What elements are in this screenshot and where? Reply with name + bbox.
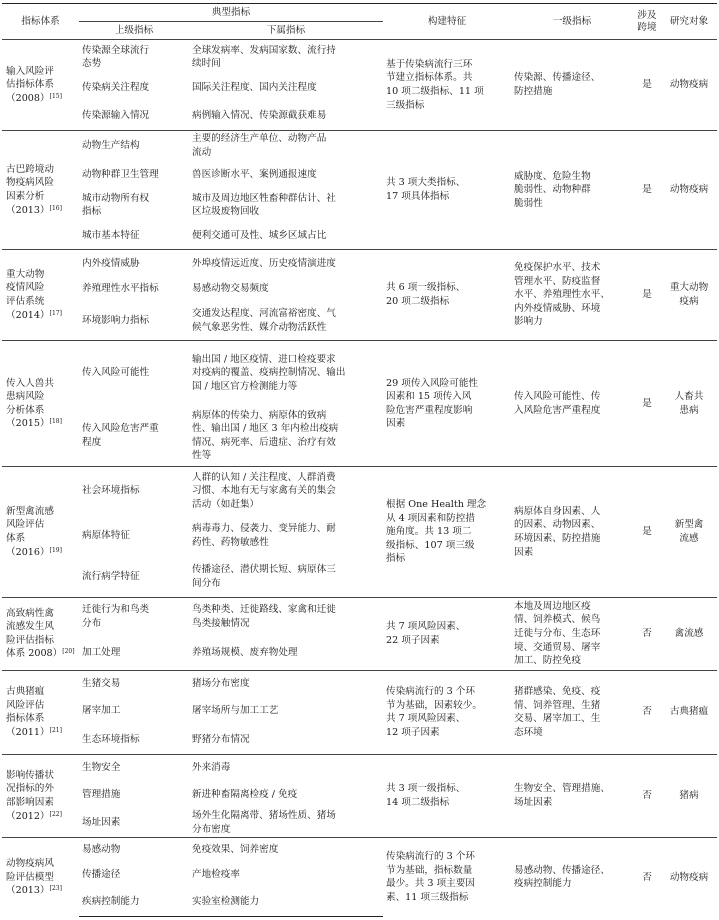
- upper-indicator: 迁徙行为和鸟类 分布: [79, 597, 189, 636]
- research-object: 禽流感: [661, 597, 717, 670]
- header-lower: 下属指标: [189, 22, 383, 40]
- table-body: [2, 40, 717, 917]
- lower-indicator: 外来消毒: [189, 754, 383, 781]
- reference-marker: [22]: [49, 810, 62, 818]
- system-cell: [2, 838, 79, 917]
- cross-border-flag: 是: [633, 249, 661, 340]
- header-object: 研究对象: [661, 4, 717, 40]
- system-name: 古巴跨境动 物疫病风险 因素分析 （2013）: [6, 163, 54, 216]
- upper-indicator: 城市基本特征: [82, 229, 140, 241]
- upper-indicator: 动物生产结构: [79, 131, 189, 161]
- cross-border-flag: 是: [633, 40, 661, 131]
- research-object: 古典猪瘟: [661, 670, 717, 754]
- research-object: 猪病: [661, 754, 717, 838]
- lower-indicator: 主要的经济生产单位、动物产品 流动: [189, 131, 383, 161]
- lower-indicator: 便利交通可及性、城乡区域占比: [192, 229, 327, 241]
- header-feature: 构建特征: [383, 4, 511, 40]
- feature-cell: 共 3 项一级指标、 14 项二级指标: [383, 754, 511, 838]
- upper-indicator: 内外疫情威胁: [79, 249, 189, 277]
- lower-indicator: 城市及周边地区牲畜种群估计、社 区垃圾废物回收: [192, 192, 336, 218]
- feature-cell: 传染病流行的 3 个环 节为基础，指标数量 最少。共 3 项主要因 素、11 项三级指标: [383, 838, 511, 917]
- upper-indicator: 加工处理: [82, 647, 121, 659]
- header-level1: 一级指标: [511, 4, 633, 40]
- level1-cell: 本地及周边地区疫 情、饲养模式、候鸟 迁徙与分布、生态环 境、交通贸易、屠宰 加工、防控免疫: [511, 597, 633, 670]
- table-row: [2, 341, 717, 406]
- reference-marker: [16]: [49, 204, 62, 212]
- system-cell: [2, 40, 79, 131]
- upper-indicator: 传染源输入情况: [82, 109, 150, 121]
- upper-indicator: 流行病学特征: [82, 571, 140, 583]
- upper-indicator: 环境影响力指标: [82, 314, 150, 326]
- cross-border-flag: 是: [633, 131, 661, 250]
- feature-cell: 共 3 项大类指标、 17 项具体指标: [383, 131, 511, 250]
- system-name: 高致病性禽 流感发生风 险评估指标 体系 2008）: [6, 607, 63, 660]
- upper-indicator: 城市动物所有权 指标: [82, 192, 150, 218]
- header-typical: 典型指标: [79, 4, 383, 22]
- upper-indicator: 生物安全: [79, 754, 189, 781]
- upper-indicator: 屠宰加工: [82, 705, 121, 717]
- lower-indicator: 兽医诊断水平、案例通报速度: [192, 168, 317, 180]
- feature-cell: 共 6 项一级指标、 20 项二级指标: [383, 249, 511, 340]
- header-system: 指标体系: [2, 4, 79, 40]
- system-name: 动物疫病风 险评估模型 （2013）: [6, 858, 54, 897]
- lower-indicator: 人群的认知 / 关注程度、人群消费 习惯、本地有无与家禽有关的集会 活动（如赶集）: [189, 467, 383, 515]
- cross-border-flag: 否: [633, 754, 661, 838]
- upper-indicator: 生态环境指标: [82, 733, 140, 745]
- system-cell: [2, 670, 79, 754]
- lower-indicator: 屠宰场所与加工工艺: [192, 705, 279, 717]
- lower-indicator: 鸟类种类、迁徙路线、家禽和迁徙 鸟类接触情况: [189, 597, 383, 636]
- level1-cell: 病原体自身因素、人 的因素、动物因素、 环境因素、防控措施 因素: [511, 467, 633, 597]
- lower-indicator: 病毒毒力、侵袭力、变异能力、耐 药性、药物敏感性: [192, 523, 336, 548]
- table-row: [2, 838, 717, 862]
- table-row: [2, 249, 717, 277]
- research-object: 动物疫病: [661, 40, 717, 131]
- research-object: 重大动物 疫病: [661, 249, 717, 340]
- feature-cell: 29 项传入风险可能性 因素和 15 项传入风 险危害严重程度影响 因素: [383, 341, 511, 467]
- upper-indicator: 传入风险危害严重 程度: [82, 423, 159, 448]
- cross-border-flag: 是: [633, 341, 661, 467]
- reference-marker: [15]: [49, 92, 62, 100]
- table-row: [2, 670, 717, 697]
- upper-indicator: 生猪交易: [79, 670, 189, 697]
- system-cell: [2, 341, 79, 467]
- table-row: [2, 597, 717, 636]
- table-row: [2, 754, 717, 781]
- system-cell: [2, 467, 79, 597]
- lower-indicator: 全球发病率、发病国家数、流行持 续时间: [189, 40, 383, 75]
- system-name: 新型禽流感 风险评估 体系 （2016）: [6, 505, 54, 558]
- upper-indicator: 传染源全球流行 态势: [79, 40, 189, 75]
- research-object: 人畜共 患病: [661, 341, 717, 467]
- cross-border-flag: 否: [633, 838, 661, 917]
- lower-indicator: 交通发达程度、河流富裕密度、气 候气象恶劣性、媒介动物活跃性: [192, 308, 336, 333]
- lower-indicator: 猪场分布密度: [189, 670, 383, 697]
- table-row: [2, 467, 717, 515]
- level1-cell: 传入风险可能性、传 入风险危害严重程度: [511, 341, 633, 467]
- cross-border-flag: 否: [633, 670, 661, 754]
- lower-indicator: 病原体的传染力、病原体的致病 性、输出国 / 地区 3 年内检出疫病 情况、病死率、后遗症、治疗有效 性等: [192, 409, 339, 462]
- level1-cell: 生物安全、管理措施、 场址因素: [511, 754, 633, 838]
- lower-indicator: 养殖场规模、废弃物处理: [192, 647, 298, 659]
- upper-indicator: 病原体特征: [82, 529, 130, 541]
- upper-indicator: 养殖理性水平指标: [82, 283, 159, 295]
- level1-cell: 免疫保护水平、技术 管理水平、防疫监督 水平、养殖理性水平、 内外疫情威胁、环境 影响力: [511, 249, 633, 340]
- upper-indicator: 传入风险可能性: [79, 341, 189, 406]
- level1-cell: 易感动物、传播途径、 疫病控制能力: [511, 838, 633, 917]
- research-object: 新型禽 流感: [661, 467, 717, 597]
- header-upper: 上级指标: [79, 22, 189, 40]
- upper-indicator: 管理措施: [82, 788, 121, 800]
- cross-border-flag: 是: [633, 467, 661, 597]
- research-object: 动物疫病: [661, 838, 717, 917]
- upper-indicator: 传染病关注程度: [82, 81, 150, 93]
- level1-cell: 猪群感染、免疫、疫 情、饲养管理、生猪 交易、屠宰加工、生 态环境: [511, 670, 633, 754]
- system-cell: [2, 754, 79, 838]
- lower-indicator: 病例输入情况、传染源截获难易: [192, 109, 327, 121]
- system-cell: [2, 597, 79, 670]
- lower-indicator: 产地检疫率: [192, 868, 240, 880]
- upper-indicator: 社会环境指标: [79, 467, 189, 515]
- lower-indicator: 野猪分布情况: [192, 733, 250, 745]
- level1-cell: 传染源、传播途径、 防控措施: [511, 40, 633, 131]
- system-cell: [2, 131, 79, 250]
- lower-indicator: 场外生化隔离带、猪场性质、猪场 分布密度: [192, 810, 336, 835]
- upper-indicator: 场址因素: [82, 816, 121, 828]
- upper-indicator: 易感动物: [79, 838, 189, 862]
- system-cell: [2, 249, 79, 340]
- upper-indicator: 动物种群卫生管理: [82, 168, 159, 180]
- system-name: 影响传播状 况指标的外 部影响因素 （2012）: [6, 769, 54, 822]
- lower-indicator: 国际关注程度、国内关注程度: [192, 81, 317, 93]
- reference-marker: [18]: [49, 418, 62, 426]
- lower-indicator: 免疫效果、饲养密度: [189, 838, 383, 862]
- risk-indicator-table: [2, 3, 717, 917]
- header-cross: 涉及 跨境: [633, 4, 661, 40]
- lower-indicator: 传播途径、潜伏期长短、病原体三 间分布: [192, 564, 336, 589]
- feature-cell: 共 7 项风险因素、 22 项子因素: [383, 597, 511, 670]
- reference-marker: [19]: [49, 546, 62, 554]
- feature-cell: 基于传染病流行三环 节建立指标体系。共 10 项二级指标、11 项 三级指标: [383, 40, 511, 131]
- table-row: [2, 40, 717, 75]
- reference-marker: [17]: [49, 309, 62, 317]
- cross-border-flag: 否: [633, 597, 661, 670]
- reference-marker: [20]: [62, 648, 75, 656]
- upper-indicator: 传播途径: [82, 868, 121, 880]
- lower-indicator: 易感动物交易频度: [192, 283, 269, 295]
- feature-cell: 根据 One Health 理念 从 4 项因素和防控措 施角度。共 13 项二 级指标、107 项三级 指标: [383, 467, 511, 597]
- reference-marker: [21]: [49, 726, 62, 734]
- lower-indicator: 新进种畜隔离检疫 / 免疫: [192, 788, 298, 800]
- feature-cell: 传染病流行的 3 个环 节为基础，因素较少。 共 7 项风险因素、 12 项子因素: [383, 670, 511, 754]
- system-name: 古典猪瘟 风险评估 指标体系 （2011）: [6, 686, 50, 738]
- lower-indicator: 实验室检测能力: [189, 887, 383, 917]
- upper-indicator: 疾病控制能力: [79, 887, 189, 917]
- lower-indicator: 外埠疫情远近度、历史疫情演进度: [189, 249, 383, 277]
- system-name: 传入人兽共 患病风险 分析体系 （2015）: [6, 377, 54, 430]
- level1-cell: 威胁度、危险生物 脆弱性、动物种群 脆弱性: [511, 131, 633, 250]
- system-name: 输入风险评 估指标体系 （2008）: [6, 65, 54, 104]
- reference-marker: [23]: [49, 885, 62, 893]
- system-name: 重大动物 疫情风险 评估系统 （2014）: [6, 268, 50, 321]
- table-row: [2, 131, 717, 161]
- lower-indicator: 输出国 / 地区疫情、进口检疫要求 对疫病的覆盖、疫病控制情况、输出 国 / 地区官方检测能力等: [189, 341, 383, 406]
- research-object: 动物疫病: [661, 131, 717, 250]
